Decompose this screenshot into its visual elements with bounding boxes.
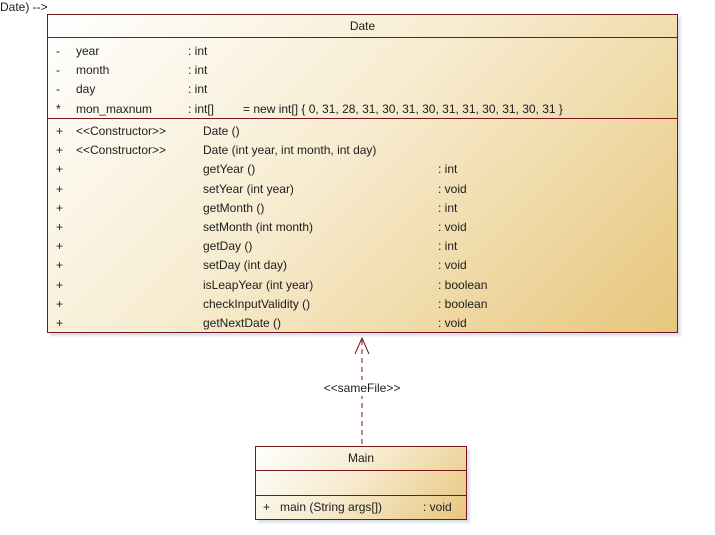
class-date-methods bbox=[48, 119, 677, 332]
method-row bbox=[48, 256, 677, 275]
attribute-row bbox=[48, 80, 677, 99]
method-return-type: : void bbox=[438, 315, 467, 330]
method-visibility: + bbox=[56, 143, 64, 158]
class-date-title bbox=[48, 15, 677, 38]
method-return-type: : void bbox=[438, 258, 467, 273]
attribute-initializer: = new int[] { 0, 31, 28, 31, 30, 31, 30, 31, 31, 30, 31, 30, 31 } bbox=[243, 101, 563, 116]
attribute-row bbox=[48, 42, 677, 61]
method-return-type: : int bbox=[438, 200, 458, 215]
class-main-title-text: Main bbox=[347, 451, 374, 465]
attribute-name: year bbox=[76, 44, 100, 58]
class-date-attributes bbox=[48, 38, 677, 119]
attribute-name: day bbox=[76, 82, 96, 97]
method-row bbox=[48, 141, 677, 160]
method-visibility: + bbox=[263, 500, 271, 514]
attribute-row bbox=[48, 61, 677, 80]
attribute-visibility: - bbox=[56, 63, 60, 78]
attribute-visibility: * bbox=[56, 101, 61, 116]
method-signature: setDay (int day) bbox=[203, 258, 288, 273]
method-signature: checkInputValidity () bbox=[203, 296, 311, 311]
class-main-methods bbox=[256, 496, 466, 519]
diagram-canvas: Date - year : int - month : int - day : int * mon_maxnum : int[] = new int[] { 0, 31, 28, 31, 30, 31, 30, 31, 31, 30, 31, 30, 31 } + <<Constructor>> Date () + <<Constructor>> Date (int year, int month, int day) + getYear () : int + setYear (int year) : void + getMonth () : int + setMonth (int month) : void + getDay () : int + setDay (int day) : void + isLeapYear (int year) : boolean + checkInputValidity () : boolean + getNextDate () : void Date) --> <<sameFile>> Main + main (String args[]) : void bbox=[0, 0, 715, 535]
method-row bbox=[48, 314, 677, 333]
method-row bbox=[48, 295, 677, 314]
method-visibility: + bbox=[56, 258, 64, 273]
method-row bbox=[256, 496, 466, 519]
method-row bbox=[48, 218, 677, 237]
method-row bbox=[48, 199, 677, 218]
attribute-row bbox=[48, 100, 677, 119]
class-date-title-text: Date bbox=[349, 19, 376, 33]
method-signature: Date (int year, int month, int day) bbox=[203, 143, 377, 158]
attribute-name: mon_maxnum bbox=[76, 101, 153, 116]
method-visibility: + bbox=[56, 219, 64, 234]
attribute-type: : int[] bbox=[188, 101, 215, 116]
method-signature: isLeapYear (int year) bbox=[203, 277, 314, 292]
method-return-type: : int bbox=[438, 239, 458, 254]
method-signature: Date () bbox=[203, 124, 240, 138]
method-visibility: + bbox=[56, 277, 64, 292]
method-return-type: : void bbox=[438, 181, 467, 196]
attribute-name: month bbox=[76, 63, 110, 78]
class-main-attributes-empty bbox=[256, 471, 466, 496]
method-signature: getNextDate () bbox=[203, 315, 282, 330]
method-visibility: + bbox=[56, 239, 64, 254]
method-row bbox=[48, 276, 677, 295]
attribute-type: : int bbox=[188, 82, 208, 97]
method-signature: getDay () bbox=[203, 239, 253, 254]
method-row bbox=[48, 237, 677, 256]
method-signature: getMonth () bbox=[203, 200, 265, 215]
attribute-type: : int bbox=[188, 44, 208, 58]
method-stereotype: <<Constructor>> bbox=[76, 143, 167, 158]
class-main[interactable] bbox=[255, 446, 467, 520]
method-visibility: + bbox=[56, 315, 64, 330]
method-row bbox=[48, 180, 677, 199]
method-return-type: : int bbox=[438, 162, 458, 177]
method-visibility: + bbox=[56, 162, 64, 177]
attribute-type: : int bbox=[188, 63, 208, 78]
attribute-visibility: - bbox=[56, 44, 60, 58]
method-visibility: + bbox=[56, 124, 64, 138]
method-visibility: + bbox=[56, 181, 64, 196]
method-return-type: : void bbox=[438, 219, 467, 234]
method-return-type: : boolean bbox=[438, 277, 488, 292]
method-row bbox=[48, 122, 677, 141]
dependency-label[interactable]: <<sameFile>> bbox=[311, 380, 413, 396]
method-signature: getYear () bbox=[203, 162, 256, 177]
method-stereotype: <<Constructor>> bbox=[76, 124, 167, 138]
method-visibility: + bbox=[56, 200, 64, 215]
method-visibility: + bbox=[56, 296, 64, 311]
method-signature: setYear (int year) bbox=[203, 181, 294, 196]
method-signature: setMonth (int month) bbox=[203, 219, 314, 234]
class-main-title bbox=[256, 447, 466, 471]
attribute-visibility: - bbox=[56, 82, 60, 97]
method-return-type: : boolean bbox=[438, 296, 488, 311]
method-return-type: : void bbox=[423, 500, 452, 514]
method-signature: main (String args[]) bbox=[280, 500, 383, 514]
class-date[interactable] bbox=[47, 14, 678, 333]
method-row bbox=[48, 160, 677, 179]
